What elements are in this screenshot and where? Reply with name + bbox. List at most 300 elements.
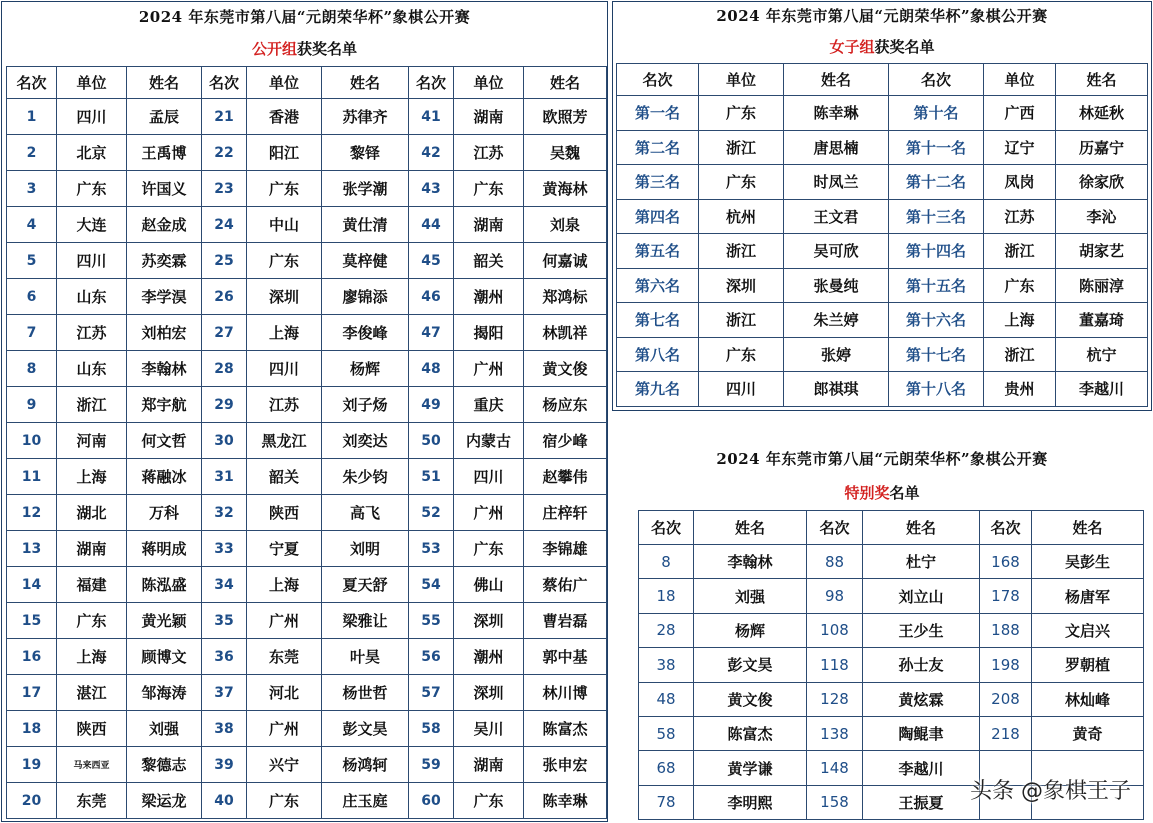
column-header: 名次 [7, 67, 57, 99]
women-group-label: 女子组 [829, 38, 875, 56]
special-award-title: 2024 年东莞市第八届“元朗荣华杯”象棋公开赛 [716, 450, 1048, 468]
table-row [7, 639, 607, 675]
table-cell: 22 [202, 135, 247, 171]
open-group-title: 2024 年东莞市第八届“元朗荣华杯”象棋公开赛 [138, 8, 471, 26]
table-cell: 19 [7, 747, 57, 783]
table-cell: 李锦雄 [524, 531, 607, 567]
table-row [617, 199, 1148, 234]
table-row [617, 268, 1148, 303]
table-cell: 广东 [699, 337, 784, 372]
table-cell: 朱兰婷 [784, 303, 889, 338]
table-cell: 杜宁 [863, 545, 980, 579]
table-cell: 57 [409, 675, 454, 711]
table-cell: 上海 [984, 303, 1056, 338]
table-cell: 52 [409, 495, 454, 531]
table-cell: 宁夏 [247, 531, 322, 567]
table-cell: 顾博文 [127, 639, 202, 675]
table-cell: 138 [807, 716, 863, 750]
table-row [7, 459, 607, 495]
table-row [7, 711, 607, 747]
open-group-panel [1, 1, 608, 822]
table-cell: 张学潮 [322, 171, 409, 207]
table-cell: 25 [202, 243, 247, 279]
table-cell: 广东 [454, 783, 524, 819]
table-row [617, 234, 1148, 269]
table-cell: 蒋融冰 [127, 459, 202, 495]
table-cell: 黄文俊 [694, 682, 807, 716]
table-cell: 湖北 [57, 495, 127, 531]
table-cell: 5 [7, 243, 57, 279]
table-cell: 45 [409, 243, 454, 279]
table-cell: 兴宁 [247, 747, 322, 783]
table-cell: 黄光颖 [127, 603, 202, 639]
table-cell: 黄奇 [1032, 716, 1144, 750]
table-cell: 上海 [57, 459, 127, 495]
table-cell: 15 [7, 603, 57, 639]
table-row [7, 135, 607, 171]
column-header: 单位 [247, 67, 322, 99]
table-row [7, 243, 607, 279]
table-cell: 第十五名 [889, 268, 984, 303]
table-cell: 第十八名 [889, 372, 984, 407]
table-cell: 60 [409, 783, 454, 819]
table-cell: 马来西亚 [57, 747, 127, 783]
table-cell: 广州 [247, 711, 322, 747]
table-cell: 江苏 [984, 199, 1056, 234]
table-cell: 董嘉琦 [1056, 303, 1148, 338]
table-cell: 4 [7, 207, 57, 243]
table-cell: 湖南 [454, 747, 524, 783]
table-cell: 孙士友 [863, 648, 980, 682]
table-cell: 山东 [57, 279, 127, 315]
table-cell: 王文君 [784, 199, 889, 234]
table-cell: 福建 [57, 567, 127, 603]
table-cell: 广东 [247, 783, 322, 819]
table-cell: 上海 [247, 315, 322, 351]
column-header: 姓名 [784, 64, 889, 96]
column-header: 名次 [639, 511, 694, 545]
table-cell: 叶昊 [322, 639, 409, 675]
column-header: 名次 [617, 64, 699, 96]
table-cell: 阳江 [247, 135, 322, 171]
table-cell: 深圳 [454, 675, 524, 711]
table-cell: 郎祺琪 [784, 372, 889, 407]
table-cell: 杨辉 [322, 351, 409, 387]
table-row [7, 315, 607, 351]
table-cell: 彭文昊 [322, 711, 409, 747]
table-row [7, 675, 607, 711]
table-cell: 188 [980, 613, 1032, 647]
table-cell: 2 [7, 135, 57, 171]
table-cell: 49 [409, 387, 454, 423]
table-cell: 23 [202, 171, 247, 207]
table-cell: 韶关 [454, 243, 524, 279]
table-cell: 28 [202, 351, 247, 387]
table-cell: 第十二名 [889, 165, 984, 200]
table-cell: 梁雅让 [322, 603, 409, 639]
table-cell: 林凯祥 [524, 315, 607, 351]
table-cell: 广东 [984, 268, 1056, 303]
column-header: 名次 [980, 511, 1032, 545]
table-cell: 广西 [984, 96, 1056, 131]
table-row [617, 337, 1148, 372]
table-cell: 潮州 [454, 639, 524, 675]
table-row [639, 579, 1144, 613]
table-cell: 杭宁 [1056, 337, 1148, 372]
table-cell: 6 [7, 279, 57, 315]
table-cell: 38 [639, 648, 694, 682]
column-header: 单位 [454, 67, 524, 99]
table-cell: 苏律齐 [322, 99, 409, 135]
table-cell: 黎铎 [322, 135, 409, 171]
table-cell: 杨唐军 [1032, 579, 1144, 613]
table-cell: 第三名 [617, 165, 699, 200]
table-cell: 13 [7, 531, 57, 567]
table-cell: 43 [409, 171, 454, 207]
table-cell: 198 [980, 648, 1032, 682]
table-cell: 黄文俊 [524, 351, 607, 387]
table-row [7, 531, 607, 567]
table-cell: 56 [409, 639, 454, 675]
table-cell: 夏天舒 [322, 567, 409, 603]
table-cell: 李越川 [863, 751, 980, 785]
table-cell: 10 [7, 423, 57, 459]
table-cell: 54 [409, 567, 454, 603]
column-header: 姓名 [1032, 511, 1144, 545]
table-cell: 河北 [247, 675, 322, 711]
table-cell: 深圳 [247, 279, 322, 315]
table-cell: 广州 [454, 351, 524, 387]
table-cell: 陈富杰 [524, 711, 607, 747]
table-cell: 刘明 [322, 531, 409, 567]
column-header: 名次 [202, 67, 247, 99]
table-cell: 42 [409, 135, 454, 171]
table-cell: 历嘉宁 [1056, 130, 1148, 165]
table-cell: 第二名 [617, 130, 699, 165]
table-cell: 文启兴 [1032, 613, 1144, 647]
table-cell: 40 [202, 783, 247, 819]
table-cell: 四川 [454, 459, 524, 495]
table-cell: 徐家欣 [1056, 165, 1148, 200]
column-header: 姓名 [863, 511, 980, 545]
table-cell: 41 [409, 99, 454, 135]
table-cell: 宿少峰 [524, 423, 607, 459]
table-row [617, 165, 1148, 200]
table-cell: 浙江 [699, 303, 784, 338]
table-cell: 杨辉 [694, 613, 807, 647]
table-cell: 广东 [699, 96, 784, 131]
table-cell: 廖锦添 [322, 279, 409, 315]
table-row [639, 648, 1144, 682]
table-cell: 第十四名 [889, 234, 984, 269]
table-cell: 王振夏 [863, 785, 980, 819]
table-cell: 庄玉庭 [322, 783, 409, 819]
table-cell: 孟辰 [127, 99, 202, 135]
table-cell: 刘泉 [524, 207, 607, 243]
table-row [617, 130, 1148, 165]
table-cell: 吴可欣 [784, 234, 889, 269]
table-row [7, 603, 607, 639]
table-cell: 14 [7, 567, 57, 603]
table-cell: 第十一名 [889, 130, 984, 165]
table-cell: 108 [807, 613, 863, 647]
table-cell: 林延秋 [1056, 96, 1148, 131]
table-cell: 7 [7, 315, 57, 351]
table-cell: 55 [409, 603, 454, 639]
table-cell: 第一名 [617, 96, 699, 131]
table-cell: 9 [7, 387, 57, 423]
table-row [7, 99, 607, 135]
table-cell: 深圳 [699, 268, 784, 303]
table-cell: 李翰林 [127, 351, 202, 387]
table-cell: 湛江 [57, 675, 127, 711]
table-cell: 浙江 [699, 234, 784, 269]
open-group-subtitle-rest: 获奖名单 [297, 40, 358, 58]
table-cell: 李沁 [1056, 199, 1148, 234]
column-header: 姓名 [1056, 64, 1148, 96]
women-group-subtitle-rest: 获奖名单 [874, 38, 935, 56]
table-cell: 148 [807, 751, 863, 785]
table-cell: 30 [202, 423, 247, 459]
table-cell: 刘奕达 [322, 423, 409, 459]
table-cell: 张申宏 [524, 747, 607, 783]
table-cell: 68 [639, 751, 694, 785]
table-row [7, 423, 607, 459]
table-cell: 28 [639, 613, 694, 647]
table-cell: 128 [807, 682, 863, 716]
table-cell: 浙江 [699, 130, 784, 165]
table-cell: 蒋明成 [127, 531, 202, 567]
table-cell: 时凤兰 [784, 165, 889, 200]
table-cell: 广东 [57, 171, 127, 207]
table-cell: 揭阳 [454, 315, 524, 351]
open-group-label: 公开组 [251, 40, 297, 58]
table-cell: 杨鸿轲 [322, 747, 409, 783]
column-header: 姓名 [127, 67, 202, 99]
table-cell: 杭州 [699, 199, 784, 234]
table-cell: 苏奕霖 [127, 243, 202, 279]
watermark-text: 头条 @象棋王子 [970, 779, 1131, 804]
table-cell: 东莞 [57, 783, 127, 819]
table-cell: 第十七名 [889, 337, 984, 372]
table-row [617, 96, 1148, 131]
table-cell: 广东 [247, 243, 322, 279]
table-cell: 山东 [57, 351, 127, 387]
women-group-table [616, 63, 1148, 407]
table-cell: 16 [7, 639, 57, 675]
column-header: 单位 [984, 64, 1056, 96]
table-cell: 王禹博 [127, 135, 202, 171]
table-cell: 黎德志 [127, 747, 202, 783]
table-cell: 36 [202, 639, 247, 675]
table-cell: 广东 [454, 171, 524, 207]
table-row [7, 495, 607, 531]
table-cell: 第五名 [617, 234, 699, 269]
table-cell: 88 [807, 545, 863, 579]
table-cell: 第四名 [617, 199, 699, 234]
column-header: 姓名 [524, 67, 607, 99]
column-header: 单位 [699, 64, 784, 96]
table-cell: 陈幸琳 [524, 783, 607, 819]
table-cell: 8 [639, 545, 694, 579]
table-cell: 刘强 [694, 579, 807, 613]
table-cell: 3 [7, 171, 57, 207]
column-header: 名次 [889, 64, 984, 96]
table-cell: 浙江 [984, 234, 1056, 269]
table-cell: 张婷 [784, 337, 889, 372]
table-cell: 浙江 [984, 337, 1056, 372]
table-cell: 潮州 [454, 279, 524, 315]
table-row [7, 279, 607, 315]
table-cell: 陈幸琳 [784, 96, 889, 131]
table-cell: 高飞 [322, 495, 409, 531]
table-cell: 李明熙 [694, 785, 807, 819]
table-cell: 12 [7, 495, 57, 531]
table-cell: 218 [980, 716, 1032, 750]
table-cell: 内蒙古 [454, 423, 524, 459]
column-header: 姓名 [694, 511, 807, 545]
table-row [639, 682, 1144, 716]
table-cell: 庄梓轩 [524, 495, 607, 531]
table-cell: 何嘉诚 [524, 243, 607, 279]
table-row [7, 567, 607, 603]
column-header: 单位 [57, 67, 127, 99]
table-cell: 26 [202, 279, 247, 315]
table-cell: 广东 [247, 171, 322, 207]
table-cell: 深圳 [454, 603, 524, 639]
table-cell: 37 [202, 675, 247, 711]
table-row [7, 171, 607, 207]
table-cell: 四川 [57, 243, 127, 279]
table-cell: 39 [202, 747, 247, 783]
table-cell: 黄炫霖 [863, 682, 980, 716]
table-cell: 33 [202, 531, 247, 567]
table-cell: 何文哲 [127, 423, 202, 459]
table-cell: 北京 [57, 135, 127, 171]
table-cell: 第十六名 [889, 303, 984, 338]
table-cell: 208 [980, 682, 1032, 716]
table-cell: 34 [202, 567, 247, 603]
table-cell: 51 [409, 459, 454, 495]
table-cell: 178 [980, 579, 1032, 613]
special-award-label: 特别奖 [844, 484, 890, 502]
table-cell: 27 [202, 315, 247, 351]
table-cell: 陈丽淳 [1056, 268, 1148, 303]
table-cell: 广州 [454, 495, 524, 531]
table-cell: 黑龙江 [247, 423, 322, 459]
table-cell: 郑宇航 [127, 387, 202, 423]
table-cell: 唐思楠 [784, 130, 889, 165]
table-cell: 凤岗 [984, 165, 1056, 200]
table-cell: 刘子炀 [322, 387, 409, 423]
table-cell: 中山 [247, 207, 322, 243]
table-cell: 18 [639, 579, 694, 613]
table-cell: 48 [409, 351, 454, 387]
table-cell: 郭中基 [524, 639, 607, 675]
table-row [639, 716, 1144, 750]
table-cell: 第六名 [617, 268, 699, 303]
table-cell: 杨应东 [524, 387, 607, 423]
table-row [7, 351, 607, 387]
table-cell: 广州 [247, 603, 322, 639]
table-cell: 44 [409, 207, 454, 243]
table-cell: 35 [202, 603, 247, 639]
table-cell: 58 [409, 711, 454, 747]
table-cell: 赵攀伟 [524, 459, 607, 495]
table-cell: 第八名 [617, 337, 699, 372]
table-cell: 29 [202, 387, 247, 423]
table-cell: 11 [7, 459, 57, 495]
table-cell: 罗朝植 [1032, 648, 1144, 682]
column-header: 名次 [807, 511, 863, 545]
table-cell: 吴川 [454, 711, 524, 747]
table-cell: 50 [409, 423, 454, 459]
table-cell: 胡家艺 [1056, 234, 1148, 269]
table-cell: 118 [807, 648, 863, 682]
table-cell: 刘立山 [863, 579, 980, 613]
table-cell: 四川 [699, 372, 784, 407]
table-cell: 38 [202, 711, 247, 747]
table-cell: 46 [409, 279, 454, 315]
table-cell: 朱少钧 [322, 459, 409, 495]
table-cell: 黄学谦 [694, 751, 807, 785]
table-cell: 59 [409, 747, 454, 783]
table-cell: 江苏 [454, 135, 524, 171]
table-row [7, 387, 607, 423]
table-cell: 158 [807, 785, 863, 819]
table-cell: 47 [409, 315, 454, 351]
table-row [7, 747, 607, 783]
table-cell: 郑鸿标 [524, 279, 607, 315]
table-cell: 吴魏 [524, 135, 607, 171]
table-row [639, 613, 1144, 647]
table-cell: 广东 [454, 531, 524, 567]
table-cell: 陕西 [57, 711, 127, 747]
table-cell: 上海 [57, 639, 127, 675]
table-cell: 湖南 [454, 207, 524, 243]
table-cell: 湖南 [454, 99, 524, 135]
table-cell: 刘强 [127, 711, 202, 747]
table-row [617, 372, 1148, 407]
open-group-table [6, 66, 607, 819]
column-header: 姓名 [322, 67, 409, 99]
table-cell: 佛山 [454, 567, 524, 603]
table-cell: 广东 [57, 603, 127, 639]
table-cell: 赵金成 [127, 207, 202, 243]
table-row [7, 207, 607, 243]
special-award-panel [612, 440, 1152, 822]
table-cell: 王少生 [863, 613, 980, 647]
table-cell: 刘柏宏 [127, 315, 202, 351]
table-cell: 彭文昊 [694, 648, 807, 682]
table-cell: 8 [7, 351, 57, 387]
table-header-row [639, 511, 1144, 545]
table-cell: 18 [7, 711, 57, 747]
table-cell: 许国义 [127, 171, 202, 207]
table-cell: 李越川 [1056, 372, 1148, 407]
table-cell: 浙江 [57, 387, 127, 423]
table-cell: 20 [7, 783, 57, 819]
open-group-subtitle [2, 38, 607, 59]
table-cell: 林灿峰 [1032, 682, 1144, 716]
table-cell: 1 [7, 99, 57, 135]
table-cell: 吴彭生 [1032, 545, 1144, 579]
column-header: 名次 [409, 67, 454, 99]
table-cell: 53 [409, 531, 454, 567]
table-cell: 17 [7, 675, 57, 711]
table-cell: 杨世哲 [322, 675, 409, 711]
table-cell: 江苏 [57, 315, 127, 351]
